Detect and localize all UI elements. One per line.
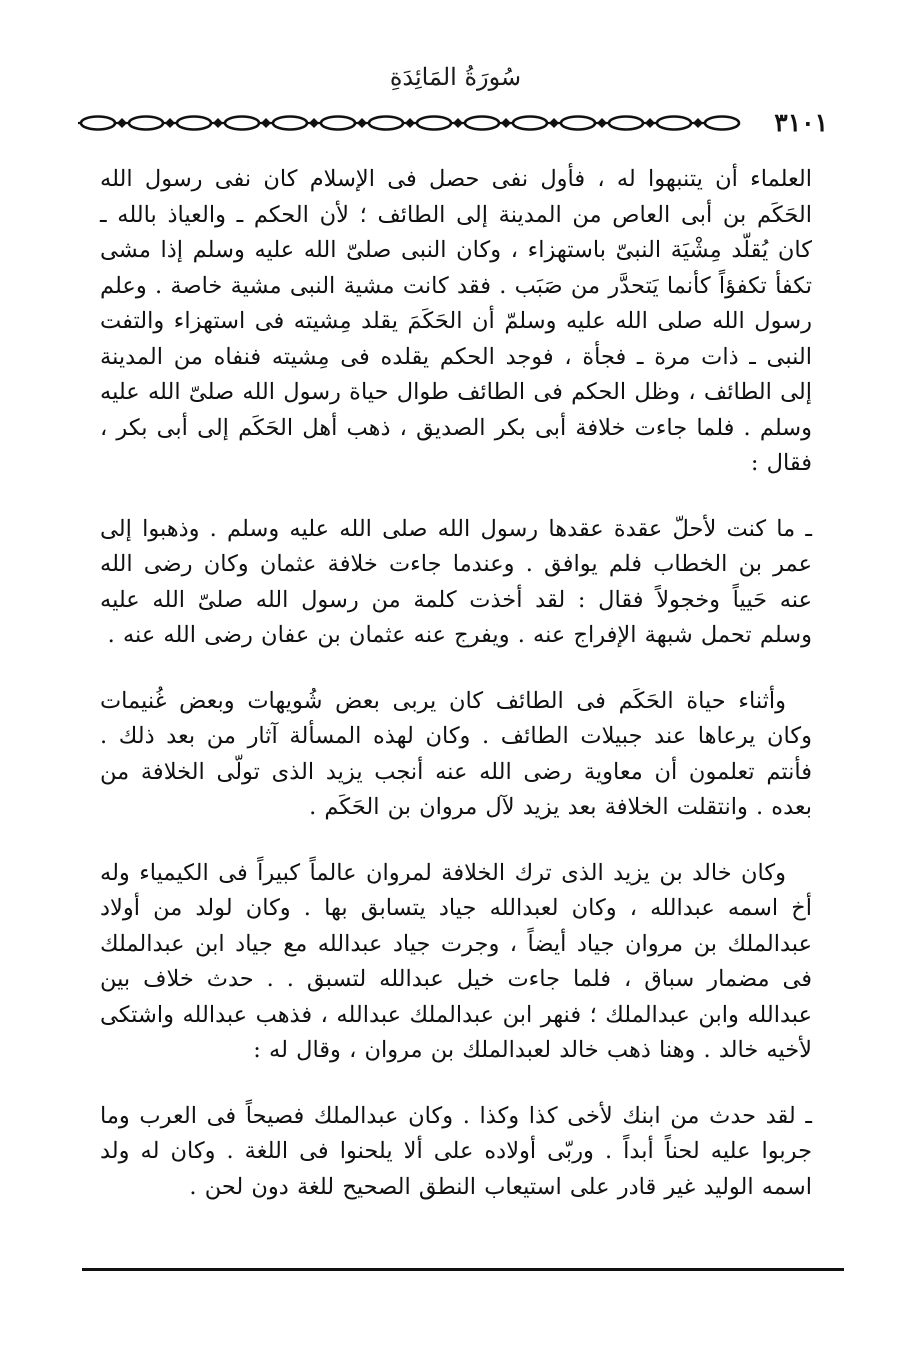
chain-ornament-icon bbox=[74, 108, 834, 138]
chain-link-icon bbox=[225, 117, 259, 130]
diamond-bead-icon bbox=[453, 118, 463, 128]
chain-link-icon bbox=[561, 117, 595, 130]
chain-link-icon bbox=[705, 117, 739, 130]
chain-link-icon bbox=[609, 117, 643, 130]
diamond-bead-icon bbox=[165, 118, 175, 128]
diamond-bead-icon bbox=[597, 118, 607, 128]
chain-link-icon bbox=[417, 117, 451, 130]
chain-link-icon bbox=[513, 117, 547, 130]
chain-link-icon bbox=[129, 117, 163, 130]
diamond-bead-icon bbox=[405, 118, 415, 128]
paragraph: ـ ما كنت لأحلّ عقدة عقدها رسول الله صلى الله عليه وسلم . وذهبوا إلى عمر بن الخطاب فلم يوافق . وعندما جاءت خلافة عثمان وكان رضى الله عنه حَيياً وخجولاً فقال : لقد أخذت كلمة من رسول الله صلىّ الله عليه وسلم تحمل شبهة الإفراج عنه . ويفرج عنه عثمان بن عفان رضى الله عنه . bbox=[100, 515, 812, 648]
paragraph: ـ لقد حدث من ابنك لأخى كذا وكذا . وكان عبدالملك فصيحاً فى العرب وما جربوا عليه لحناً أبداً . وربّى أولاده على ألا يلحنوا فى اللغة . وكان له ولد اسمه الوليد غير قادر على استيعاب النطق الصحيح للغة دون لحن . bbox=[100, 1102, 812, 1200]
diamond-bead-icon bbox=[309, 118, 319, 128]
diamond-bead-icon bbox=[213, 118, 223, 128]
diamond-bead-icon bbox=[261, 118, 271, 128]
chain-link-icon bbox=[177, 117, 211, 130]
chain-link-icon bbox=[273, 117, 307, 130]
diamond-bead-icon bbox=[693, 118, 703, 128]
chain-link-icon bbox=[321, 117, 355, 130]
paragraph: وأثناء حياة الحَكَم فى الطائف كان يربى بعض شُويهات وبعض غُنيمات وكان يرعاها عند جبيلات الطائف . وكان لهذه المسألة آثار من بعد ذلك . فأنتم تعلمون أن معاوية رضى الله عنه أنجب يزيد الذى تولّى الخلافة من بعده . وانتقلت الخلافة بعد يزيد لآل مروان بن الحَكَم . bbox=[100, 687, 812, 820]
chain-link-icon bbox=[465, 117, 499, 130]
body-text bbox=[100, 162, 812, 1235]
paragraph: العلماء أن يتنبهوا له ، فأول نفى حصل فى الإسلام كان نفى رسول الله الحَكَم بن أبى العاص من المدينة إلى الطائف ؛ لأن الحكم ـ والعياذ بالله ـ كان يُقلّد مِشْيَة النبىّ باستهزاء ، وكان النبى صلىّ الله عليه وسلم إذا مشى تكفأ تكفؤاً كأنما يَتحدَّر من صَبَب . فقد كانت مشية النبى مشية خاصة . وعلم رسول الله صلى الله عليه وسلمّ أن الحَكَمَ يقلد مِشيته فى استهزاء والتفت النبى ـ ذات مرة ـ فجأة ، فوجد الحكم يقلده فى مِشيته فنفاه من المدينة إلى الطائف ، وظل الحكم فى الطائف طوال حياة رسول الله صلىّ الله عليه وسلم . فلما جاءت خلافة أبى بكر الصديق ، ذهب أهل الحَكَم إلى أبى بكر ، فقال : bbox=[100, 166, 812, 476]
chain-link-icon bbox=[657, 117, 691, 130]
diamond-bead-icon bbox=[357, 118, 367, 128]
paragraph: وكان خالد بن يزيد الذى ترك الخلافة لمروان عالماً كبيراً فى الكيمياء وله أخ اسمه عبدالله ، وكان لعبدالله جياد يتسابق بها . وكان لولد من أولاد عبدالملك بن مروان جياد أيضاً ، وجرت جياد عبدالله مع جياد ابن عبدالملك فى مضمار سباق ، فلما جاءت خيل عبدالله لتسبق . . حدث خلاف بين عبدالله وابن عبدالملك ؛ فنهر ابن عبدالملك عبدالله ، فذهب عبدالله واشتكى لأخيه خالد . وهنا ذهب خالد لعبدالملك بن مروان ، وقال له : bbox=[100, 859, 812, 1063]
surah-title: سُورَةُ المَائِدَةِ bbox=[389, 63, 522, 91]
header-ornament-band bbox=[74, 108, 834, 138]
page-number: ٣١٠١ bbox=[768, 108, 834, 138]
diamond-bead-icon bbox=[645, 118, 655, 128]
chain-link-icon bbox=[369, 117, 403, 130]
diamond-bead-icon bbox=[117, 118, 127, 128]
chain-link-icon bbox=[81, 117, 115, 130]
footer-rule bbox=[82, 1268, 844, 1271]
diamond-bead-icon bbox=[549, 118, 559, 128]
diamond-bead-icon bbox=[501, 118, 511, 128]
